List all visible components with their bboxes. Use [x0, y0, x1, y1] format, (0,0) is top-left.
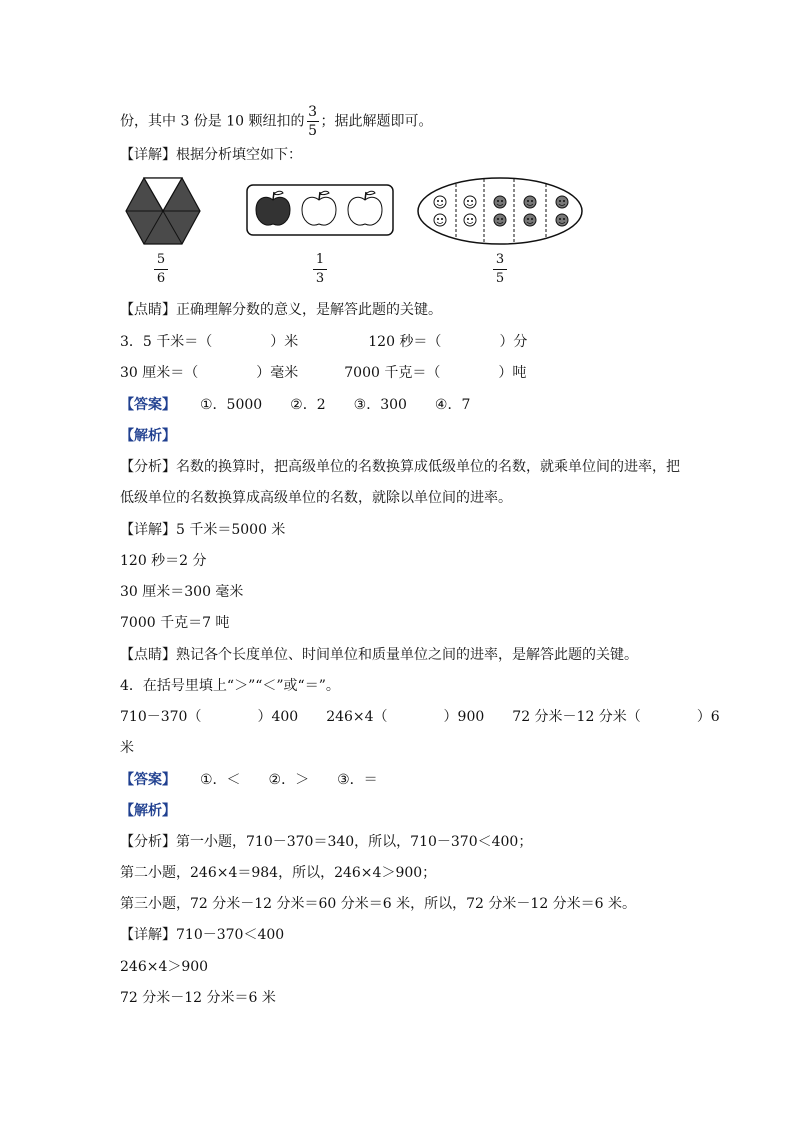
intro-fraction [307, 104, 319, 139]
q4-item-2-suffix: ）900 [443, 709, 485, 725]
detail-intro: 【详解】根据分析填空如下： [120, 147, 302, 163]
q4-item-2-prefix: 246×4（ [326, 709, 388, 725]
fraction-numerator: 1 [315, 252, 325, 267]
apples-figure [246, 184, 394, 236]
q4-item-1-suffix: ）400 [257, 709, 299, 725]
answer-label: 【答案】 [120, 772, 176, 788]
q4-answer [120, 771, 378, 789]
answer-text: ①．＜ ②．＞ ③．＝ [200, 772, 378, 788]
q3-detail-2: 120 秒＝2 分 [120, 553, 207, 569]
fraction-denominator: 5 [308, 123, 317, 139]
hexagon-figure [124, 176, 202, 246]
intro-prefix: 份，其中 3 份是 10 颗纽扣的 [120, 113, 305, 130]
answer-label: 【答案】 [120, 397, 176, 413]
q3-detail-4: 7000 千克＝7 吨 [120, 615, 230, 631]
fraction-numerator: 5 [156, 252, 166, 267]
q3-item-2-suffix: ）分 [499, 334, 528, 350]
q3-line-1 [120, 333, 527, 351]
q4-detail-2: 246×4＞900 [120, 959, 209, 975]
q3-detail-1: 【详解】5 千米＝5000 米 [120, 522, 286, 538]
q3-item-4-suffix: ）吨 [498, 365, 527, 381]
apples-fraction [313, 253, 327, 286]
q3-analysis-1: 【分析】名数的换算时，把高级单位的名数换算成低级单位的名数，就乘单位间的进率，把 [120, 459, 680, 475]
q3-line-2 [120, 364, 526, 382]
q4-title: 4．在括号里填上“＞”“＜”或“＝”。 [120, 678, 340, 694]
q3-answer [120, 396, 470, 414]
intro-line [120, 104, 433, 139]
fraction-denominator: 3 [315, 271, 325, 286]
q4-detail-1: 【详解】710－370＜400 [120, 927, 285, 943]
buttons-figure [416, 176, 584, 246]
buttons-fraction [493, 253, 507, 286]
fraction-numerator: 3 [308, 104, 317, 120]
q4-analysis-3: 第三小题，72 分米－12 分米＝60 分米＝6 米，所以，72 分米－12 分米＝6 米。 [120, 896, 637, 912]
q3-detail-3: 30 厘米＝300 毫米 [120, 584, 244, 600]
q4-detail-3: 72 分米－12 分米＝6 米 [120, 990, 276, 1006]
q4-item-1-prefix: 710－370（ [120, 709, 202, 725]
q4-problems-wrap: 米 [120, 740, 134, 756]
q4-analysis-label: 【解析】 [120, 803, 176, 819]
fraction-denominator: 5 [495, 271, 505, 286]
q3-item-3-prefix: 30 厘米＝（ [120, 365, 199, 381]
q3-item-3-suffix: ）毫米 [256, 365, 299, 381]
fraction-numerator: 3 [495, 252, 505, 267]
q4-analysis-2: 第二小题，246×4＝984，所以，246×4＞900； [120, 865, 437, 881]
intro-suffix: ；据此解题即可。 [320, 113, 433, 130]
q4-problems [120, 708, 720, 726]
q3-item-1-prefix: 3．5 千米＝（ [120, 334, 213, 350]
q3-tip: 【点睛】熟记各个长度单位、时间单位和质量单位之间的进率，是解答此题的关键。 [120, 647, 638, 663]
q3-item-1-suffix: ）米 [270, 334, 299, 350]
hexagon-fraction [154, 253, 168, 286]
tip-1: 【点睛】正确理解分数的意义，是解答此题的关键。 [120, 302, 442, 318]
q4-item-3-prefix: 72 分米－12 分米（ [512, 709, 641, 725]
q4-analysis-1: 【分析】第一小题，710－370＝340，所以，710－370＜400； [120, 834, 533, 850]
q3-analysis-label: 【解析】 [120, 428, 176, 444]
answer-text: ①．5000 ②．2 ③．300 ④．7 [200, 397, 471, 413]
q3-item-4-prefix: 7000 千克＝（ [344, 365, 441, 381]
q4-item-3-suffix: ）6 [696, 709, 720, 725]
q3-analysis-2: 低级单位的名数换算成高级单位的名数，就除以单位间的进率。 [120, 490, 512, 506]
fraction-denominator: 6 [156, 271, 166, 286]
q3-item-2-prefix: 120 秒＝（ [368, 334, 442, 350]
